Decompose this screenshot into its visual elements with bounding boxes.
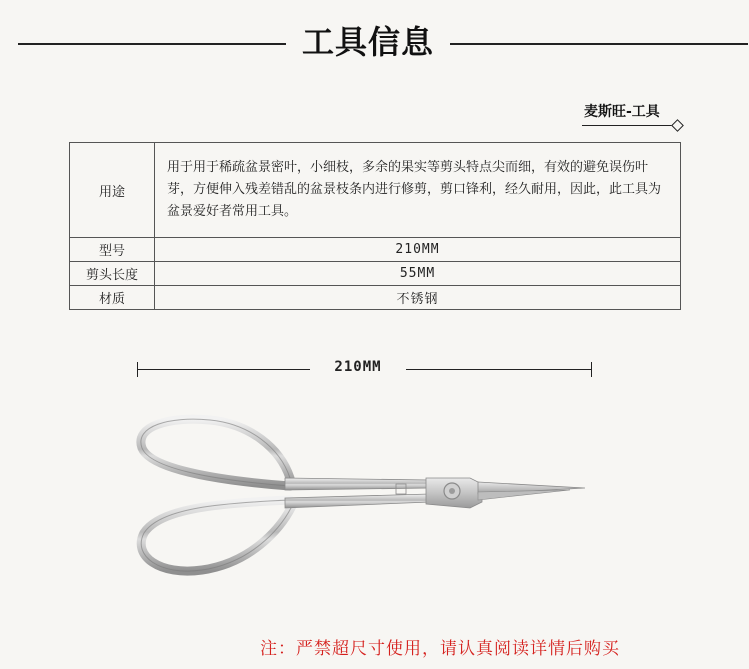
blade-length-value: 55MM — [155, 262, 681, 286]
header-divider-left — [18, 43, 286, 45]
dimension-label: 210MM — [334, 359, 382, 375]
dimension-line-right — [406, 369, 591, 370]
purchase-notice: 注：严禁超尺寸使用，请认真阅读详情后购买 — [260, 639, 620, 659]
model-label: 型号 — [70, 238, 155, 262]
material-label: 材质 — [70, 286, 155, 310]
page-title: 工具信息 — [301, 23, 434, 61]
table-row — [70, 286, 681, 310]
usage-label: 用途 — [70, 143, 155, 238]
spec-table — [69, 142, 681, 310]
brand-underline — [582, 125, 676, 126]
table-row — [70, 238, 681, 262]
header-divider-right — [450, 43, 748, 45]
table-row — [70, 143, 681, 238]
diamond-icon — [671, 119, 684, 132]
blade-length-label: 剪头长度 — [70, 262, 155, 286]
material-value: 不锈钢 — [155, 286, 681, 310]
brand-name: 麦斯旺-工具 — [584, 104, 660, 120]
usage-value: 用于用于稀疏盆景密叶，小细枝，多余的果实等剪头特点尖而细，有效的避免误伤叶芽，方便伸入残差错乱的盆景枝条内进行修剪，剪口锋利，经久耐用，因此，此工具为盆景爱好者常用工具。 — [155, 143, 681, 238]
table-row — [70, 262, 681, 286]
scissors-icon — [130, 408, 600, 588]
dimension-line-left — [138, 369, 310, 370]
model-value: 210MM — [155, 238, 681, 262]
dimension-tick-right — [591, 362, 592, 377]
